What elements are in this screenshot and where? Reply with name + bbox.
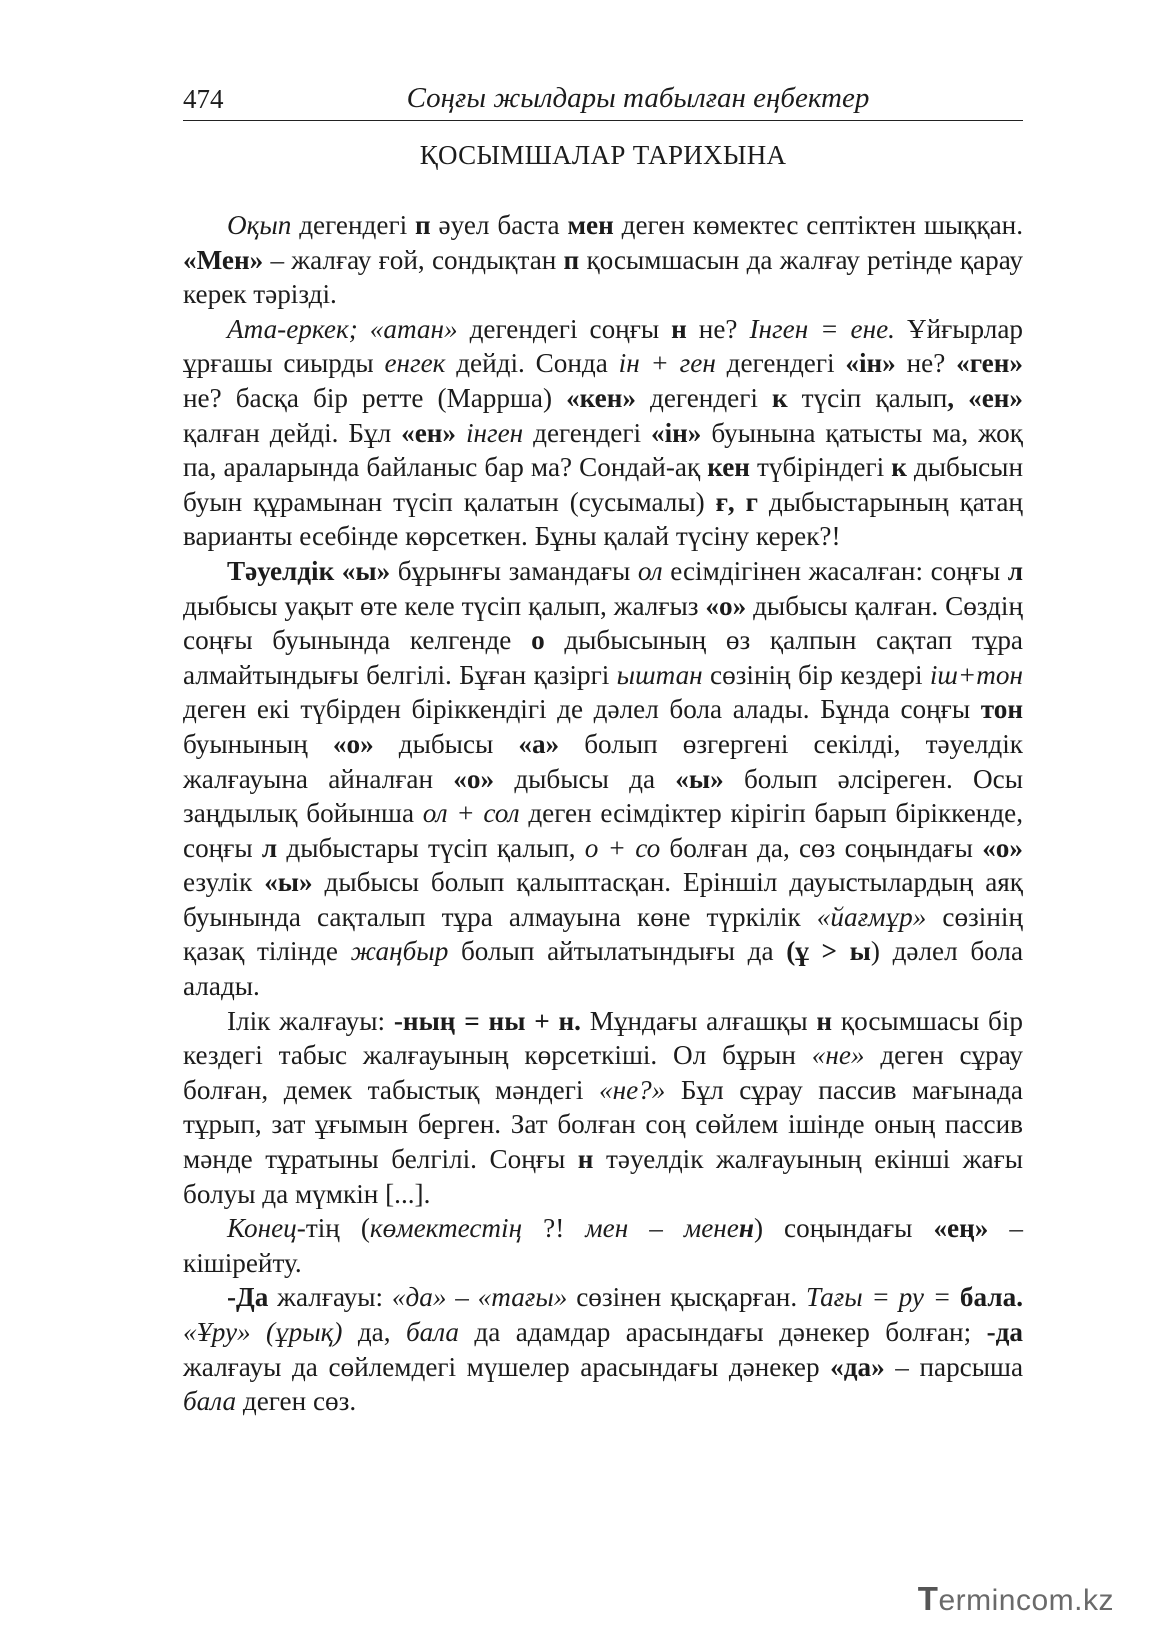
- paragraph: [183, 1211, 1023, 1280]
- text-run: «не?»: [599, 1074, 666, 1105]
- text-run: -тің (: [296, 1213, 370, 1244]
- text-run: Ата-еркек; «атан»: [227, 313, 458, 344]
- paragraph: [183, 208, 1023, 312]
- text-run: буынының: [183, 728, 333, 759]
- text-run: Інген = ене.: [749, 313, 895, 344]
- text-run: «кен»: [566, 382, 636, 413]
- text-run: «да» – «тағы»: [391, 1282, 568, 1313]
- text-run: іш+тон: [929, 659, 1023, 690]
- text-run: дыбыстарының қатаң варианты есебінде көрсеткен. Бұны қалай түсіну керек?!: [183, 486, 1023, 552]
- text-run: ін + ген: [618, 348, 716, 379]
- text-run: дыбысы да: [494, 763, 676, 794]
- paragraph: [183, 1004, 1023, 1212]
- text-run: дегендегі: [715, 348, 846, 379]
- text-run: дегендегі: [636, 382, 772, 413]
- text-run: н: [816, 1005, 833, 1036]
- text-run: буынына қатысты ма, жоқ па, араларында байланыс бар ма? Сондай-ақ: [183, 417, 1023, 483]
- text-run: -да: [986, 1317, 1023, 1347]
- text-run: о + со: [584, 832, 661, 863]
- text-run: [954, 383, 968, 413]
- text-run: сөзінің бір кездері: [702, 659, 930, 690]
- text-run: дыбыстары түсіп қалып,: [277, 832, 585, 863]
- text-run: да,: [342, 1317, 406, 1347]
- text-run: ?!: [522, 1213, 586, 1244]
- text-run: қосымшасы бір кездегі табыс жалғауының көрсеткіші. Ол бұрын: [183, 1005, 1023, 1071]
- text-run: (ұ > ы: [786, 936, 871, 967]
- text-run: жалғауы:: [268, 1282, 392, 1313]
- text-run: деген сұрау болған, демек табыстық мәндегі: [183, 1040, 1023, 1105]
- text-run: да адамдар арасындағы дәнекер болған;: [459, 1317, 987, 1347]
- text-run: [951, 1282, 960, 1312]
- text-run: «не»: [811, 1040, 865, 1071]
- text-run: «ін»: [845, 348, 896, 379]
- text-run: сөзінен қысқарған.: [567, 1282, 806, 1313]
- text-run: жаңбыр: [350, 936, 449, 967]
- text-run: «ен»: [401, 417, 457, 448]
- text-run: Бұл сұрау пассив мағынада тұрып, зат ұғымын берген. Зат болған соң сөйлем ішінде оның пассив мәнде тұратыны белгілі. Соңғы: [183, 1074, 1023, 1175]
- text-run: тон: [980, 694, 1023, 725]
- text-run: ) дәлел бола алады.: [183, 936, 1024, 1002]
- text-run: «о»: [705, 590, 747, 621]
- text-run: дегендегі соңғы: [457, 313, 672, 344]
- text-run: енгек: [384, 348, 446, 379]
- text-run: деген көмектес септіктен шыққан.: [613, 210, 1023, 240]
- text-run: кен: [707, 452, 750, 483]
- text-run: дегендегі: [523, 417, 651, 448]
- text-run: ол + сол: [422, 798, 520, 829]
- text-run: тәуелдік жалғауының екінші жағы болуы да мүмкін [...].: [183, 1144, 1023, 1209]
- text-run: түбіріндегі: [749, 452, 892, 483]
- text-run: Тәуелдік «ы»: [227, 555, 391, 586]
- text-run: н: [577, 1144, 594, 1175]
- paragraph: [183, 1280, 1023, 1418]
- text-run: есімдігінен жасалған: соңғы: [662, 555, 1008, 586]
- text-run: сөзінің қазақ тілінде: [183, 901, 1024, 967]
- text-run: о: [531, 625, 545, 656]
- paragraph: [183, 554, 1023, 1004]
- text-run: «о»: [453, 763, 495, 794]
- text-run: «а»: [518, 728, 560, 759]
- text-run: бұрынғы замандағы: [390, 555, 638, 586]
- text-run: – кішірейту.: [183, 1213, 1024, 1278]
- text-run: не? басқа бір ретте (Маррша): [183, 382, 567, 413]
- text-run: л: [1007, 555, 1024, 586]
- text-run: к: [891, 452, 907, 483]
- text-run: дыбысы қалған. Сөздің соңғы буынында келгенде: [183, 590, 1023, 656]
- text-run: -Да: [227, 1282, 269, 1313]
- text-run: болып әлсіреген. Осы заңдылық бойынша: [183, 763, 1024, 829]
- text-run: бала: [405, 1317, 459, 1347]
- text-run: Ілік жалғауы:: [227, 1005, 394, 1036]
- text-run: інген: [465, 417, 524, 448]
- text-run: «Мен»: [183, 244, 264, 275]
- text-run: жалғауы да сөйлемдегі мүшелер арасындағы дәнекер: [183, 1351, 831, 1382]
- text-run: «да»: [830, 1351, 885, 1382]
- paragraph: [183, 312, 1023, 554]
- text-run: [456, 418, 466, 448]
- text-run: Тағы = ру =: [805, 1282, 952, 1313]
- text-run: дегендегі: [291, 210, 416, 240]
- text-run: бала: [183, 1386, 237, 1417]
- text-run: «ген»: [956, 348, 1024, 379]
- text-run: «ы»: [675, 763, 724, 794]
- text-run: Оқып: [227, 210, 292, 240]
- text-run: «Ұру» (ұрық): [183, 1317, 343, 1347]
- text-run: п: [563, 244, 580, 275]
- text-run: деген екі түбірден біріккендігі де дәлел бола алады. Бұнда соңғы: [183, 694, 981, 725]
- text-run: қалған дейді. Бұл: [183, 417, 402, 448]
- watermark-logo: [918, 1580, 1114, 1618]
- text-run: «ы»: [264, 867, 313, 898]
- running-header: [183, 80, 1023, 121]
- watermark-lead-letter: T: [917, 1580, 939, 1617]
- text-run: ол: [637, 555, 663, 586]
- text-run: болған да, сөз соңындағы: [660, 832, 983, 863]
- text-run: бала.: [959, 1282, 1023, 1313]
- text-run: «ең»: [933, 1213, 989, 1244]
- text-run: дыбысы уақыт өте келе түсіп қалып, жалғыз: [183, 590, 706, 621]
- section-heading: ҚОСЫМШАЛАР ТАРИХЫНА: [419, 140, 787, 170]
- text-run: ) соңындағы: [753, 1213, 934, 1244]
- text-run: ыштан: [616, 659, 703, 690]
- text-run: «о»: [982, 832, 1023, 863]
- text-run: «ен»: [968, 382, 1024, 413]
- body-text: [183, 208, 1023, 1419]
- page-number: 474: [183, 84, 224, 114]
- text-run: п: [415, 210, 431, 240]
- text-run: Ұйғырлар ұрғашы сиырды: [183, 313, 1024, 379]
- text-run: дыбысын буын құрамынан түсіп қалатын (сусымалы): [183, 452, 1023, 517]
- text-run: езулік: [183, 867, 265, 898]
- text-run: не?: [895, 348, 957, 379]
- text-run: «ін»: [650, 417, 702, 448]
- text-run: әуел баста: [430, 210, 568, 240]
- text-run: н: [738, 1213, 754, 1244]
- text-run: «йағмұр»: [816, 901, 927, 932]
- text-run: болып өзгергені секілді, тәуелдік жалғауына айналған: [183, 728, 1023, 794]
- text-run: ғ, г: [715, 486, 758, 517]
- text-run: -ның = ны + н.: [393, 1005, 581, 1036]
- text-run: мен – мене: [585, 1213, 739, 1244]
- text-run: түсіп қалып: [787, 382, 948, 413]
- text-run: деген есімдіктер кірігіп барып біріккенде, соңғы: [183, 798, 1024, 863]
- text-run: л: [261, 832, 278, 863]
- text-run: көмектестің: [369, 1213, 523, 1244]
- text-run: Конец: [227, 1213, 297, 1244]
- text-run: дыбысы: [373, 728, 519, 759]
- text-run: н: [671, 313, 687, 344]
- text-run: дыбысының өз қалпын сақтап тұра алмайтындығы белгілі. Бұған қазіргі: [183, 625, 1023, 690]
- text-run: не?: [686, 313, 750, 344]
- text-run: деген сөз.: [236, 1386, 357, 1417]
- text-run: к: [771, 382, 788, 413]
- text-run: мен: [567, 210, 614, 240]
- running-title: Соңғы жылдары табылған еңбектер: [406, 82, 870, 114]
- text-run: қосымшасын да жалғау ретінде қарау керек тәрізді.: [183, 244, 1023, 310]
- watermark-text: ermincom.kz: [938, 1584, 1114, 1617]
- text-run: ,: [947, 382, 955, 413]
- text-run: дейді. Сонда: [445, 348, 619, 379]
- text-run: «о»: [332, 728, 374, 759]
- text-run: болып айтылатындығы да: [448, 936, 787, 967]
- text-run: Мұндағы алғашқы: [580, 1005, 817, 1036]
- text-run: дыбысы болып қалыптасқан. Еріншіл дауыстылардың аяқ буынында сақталып тұра алмауына көне түркілік: [183, 867, 1024, 932]
- text-run: – жалғау ғой, сондықтан: [263, 244, 564, 275]
- text-run: – парсыша: [884, 1351, 1024, 1382]
